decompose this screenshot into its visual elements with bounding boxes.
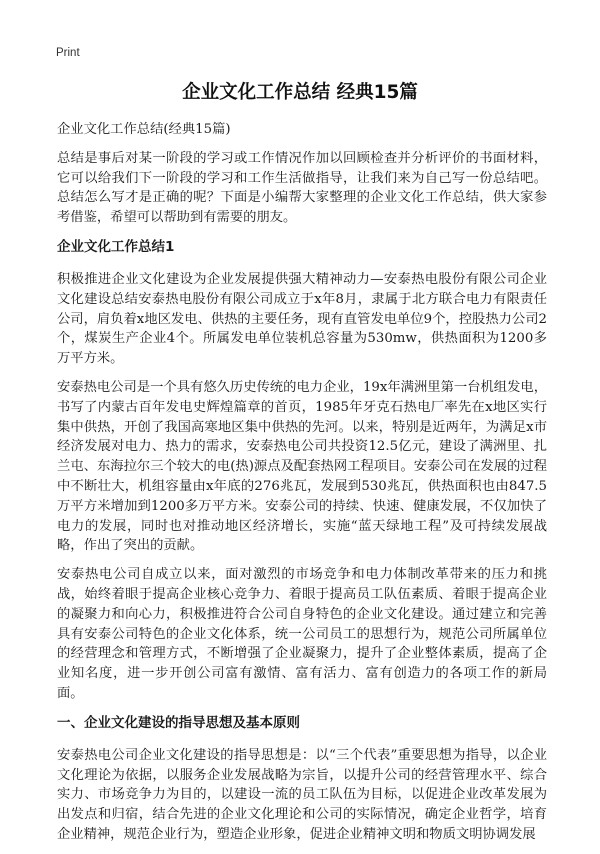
document-subtitle: 企业文化工作总结(经典15篇) — [57, 122, 231, 137]
intro-paragraph: 总结是事后对某一阶段的学习或工作情况作加以回顾检查并分析评价的书面材料，它可以给我们下一阶段的学习和工作生活做指导，让我们来为自己写一份总结吧。总结怎么写才是正确的呢？下面是小编帮大家整理的企业文化工作总结，供大家参考借鉴，希望可以帮助到有需要的朋友。 — [57, 150, 547, 226]
document-body — [57, 120, 547, 854]
body-paragraph-2: 安泰热电公司是一个具有悠久历史传统的电力企业，19x年满洲里第一台机组发电，书写了内蒙古百年发电史辉煌篇章的首页，1985年牙克石热电厂率先在x地区实行集中供热，开创了我国高寒地区集中供热的先河。以来，特别是近两年，为满足x市经济发展对电力、热力的需求，安泰热电公司共投资12.5亿元，建设了满洲里、扎兰屯、东海拉尔三个较大的电(热)源点及配套热网工程项目。安泰公司在发展的过程中不断壮大，机组容量由x年底的276兆瓦，发展到530兆瓦，供热面积也由847.5万平方米增加到1200多万平方米。安泰公司的持续、快速、健康发展，不仅加快了电力的发展，同时也对推动地区经济增长，实施“蓝天绿地工程”及可持续发展战略，作出了突出的贡献。 — [57, 379, 547, 554]
body-paragraph-4: 安泰热电公司企业文化建设的指导思想是：以“三个代表”重要思想为指导，以企业文化理论为依据，以服务企业发展战略为宗旨，以提升公司的经营管理水平、综合实力、市场竞争力为目的，以建设一流的员工队伍为目标，以促进企业改革发展为出发点和归宿，结合先进的企业文化理论和公司的实际情况，确定企业哲学，培育企业精神，规范企业行为，塑造企业形象，促进企业精神文明和物质文明协调发展 — [57, 747, 547, 842]
section-heading-1: 企业文化工作总结1 — [57, 238, 175, 255]
document-title: 企业文化工作总结 经典15篇 — [182, 82, 418, 103]
body-paragraph-3: 安泰热电公司自成立以来，面对激烈的市场竞争和电力体制改革带来的压力和挑战，始终着眼于提高企业核心竞争力、着眼于提高员工队伍素质、着眼于提高企业的凝聚力和向心力，积极推进符合公司自身特色的企业文化建设。通过建立和完善具有安泰公司特色的企业文化体系，统一公司员工的思想行为，规范公司所属单位的经营理念和管理方式，不断增强了企业凝聚力，提升了企业整体素质，提高了企业知名度，进一步开创公司富有激情、富有活力、富有创造力的各项工作的新局面。 — [57, 567, 547, 701]
body-paragraph-1: 积极推进企业文化建设为企业发展提供强大精神动力—安泰热电股份有限公司企业文化建设总结安泰热电股份有限公司成立于x年8月，隶属于北方联合电力有限责任公司，肩负着x地区发电、供热的主要任务，现有直管发电单位9个，控股热力公司2个，煤炭生产企业4个。所属发电单位装机总容量为530mw，供热面积为1200多万平方米。 — [57, 271, 547, 367]
section-heading-2: 一、企业文化建设的指导思想及基本原则 — [57, 714, 300, 731]
print-link[interactable]: Print — [56, 47, 80, 59]
